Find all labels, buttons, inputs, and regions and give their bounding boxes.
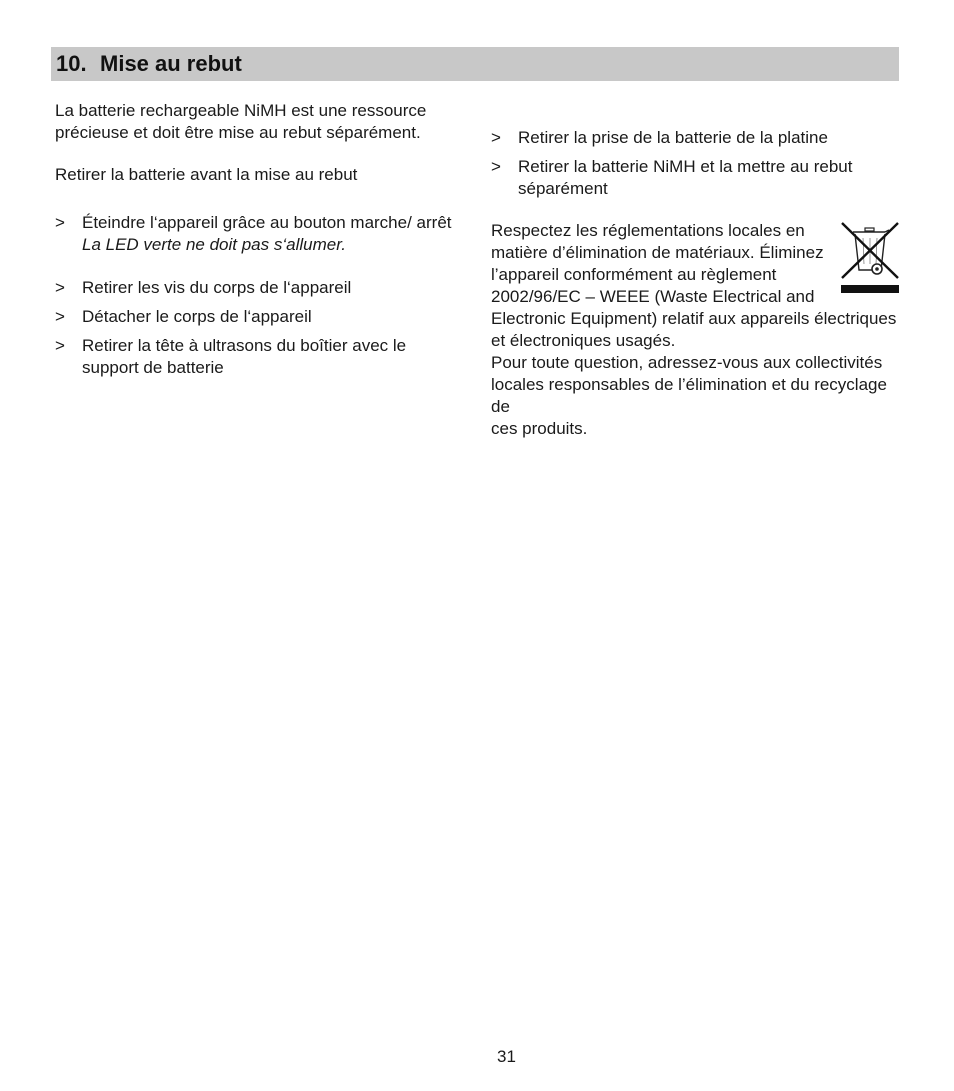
step-marker: >	[55, 213, 65, 232]
contact-text: Pour toute question, adressez-vous aux collectivités locales responsables de l’élimination et du recyclage de	[491, 353, 887, 416]
step-item	[491, 156, 901, 200]
page-number: 31	[497, 1047, 516, 1066]
step-note: La LED verte ne doit pas s‘allumer.	[82, 235, 346, 254]
right-steps	[491, 127, 901, 200]
disposal-notice	[491, 220, 901, 440]
step-marker: >	[55, 336, 65, 355]
step-item	[55, 212, 455, 256]
section-header	[51, 47, 899, 81]
step-label: Retirer la tête à ultrasons du boîtier avec le support de batterie	[82, 336, 407, 377]
intro-paragraph: La batterie rechargeable NiMH est une ressource précieuse et doit être mise au rebut séparément.	[55, 101, 427, 142]
step-marker: >	[55, 278, 65, 297]
contact-text-end: ces produits.	[491, 419, 588, 438]
step-label: Retirer la batterie NiMH et la mettre au rebut séparément	[518, 157, 853, 198]
crossed-out-wheelie-bin-icon	[839, 220, 901, 296]
step-marker: >	[491, 157, 501, 176]
step-label: Détacher le corps de l‘appareil	[82, 307, 312, 326]
right-column	[491, 127, 901, 440]
left-column	[55, 100, 455, 386]
step-label: Éteindre l‘appareil grâce au bouton marche/ arrêt	[82, 213, 452, 232]
step-label: Retirer la prise de la batterie de la platine	[518, 128, 828, 147]
step-item	[55, 277, 455, 299]
step-item	[55, 335, 455, 379]
subheading: Retirer la batterie avant la mise au rebut	[55, 165, 358, 184]
disposal-notice-text: Respectez les réglementations locales en matière d’élimination de matériaux. Éliminez l’appareil conformément au règlement 2002/96/EC – WEEE (Waste Electrical and Electronic Equipment) relatif aux appareils électriques et électroniques usagés.	[491, 221, 897, 350]
step-item	[55, 306, 455, 328]
section-number: 10.	[56, 51, 87, 76]
section-title: Mise au rebut	[100, 51, 242, 76]
step-item	[491, 127, 901, 149]
step-marker: >	[55, 307, 65, 326]
step-label: Retirer les vis du corps de l‘appareil	[82, 278, 352, 297]
step-text	[82, 212, 455, 256]
step-marker: >	[491, 128, 501, 147]
